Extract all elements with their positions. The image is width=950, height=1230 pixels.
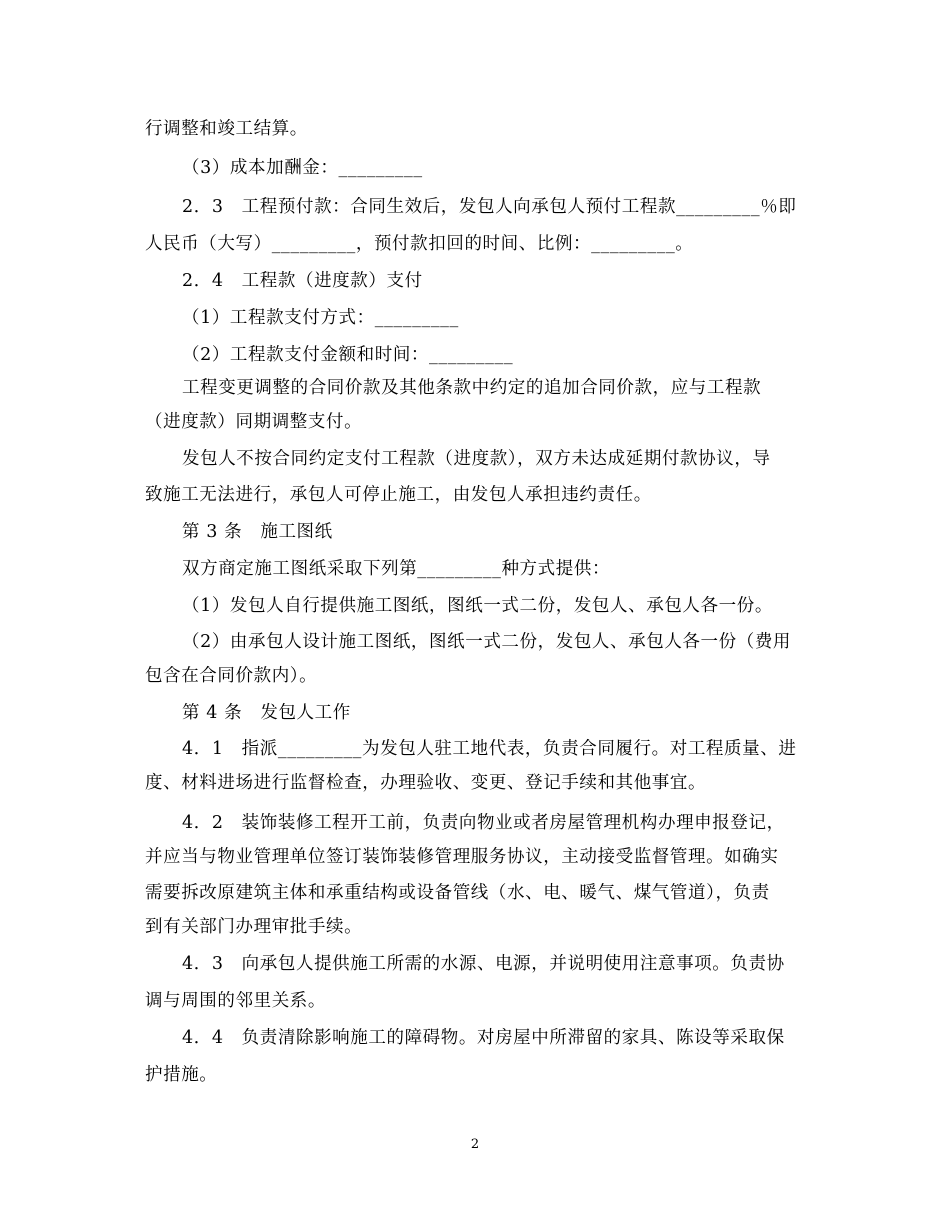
body-line: 到有关部门办理审批手续。 bbox=[145, 917, 363, 937]
body-line: 4．2 装饰装修工程开工前，负责向物业或者房屋管理机构办理申报登记， bbox=[182, 813, 785, 833]
body-line: 4．1 指派_________为发包人驻工地代表，负责合同履行。对工程质量、进 bbox=[182, 739, 797, 759]
body-line: 包含在合同价款内）。 bbox=[145, 666, 318, 686]
body-line: 行调整和竣工结算。 bbox=[145, 119, 308, 139]
body-line: （2）工程款支付金额和时间：_________ bbox=[182, 345, 514, 365]
body-line: 人民币（大写）_________，预付款扣回的时间、比例：_________。 bbox=[145, 234, 694, 254]
body-line: 2．3 工程预付款：合同生效后，发包人向承包人预付工程款_________％即 bbox=[182, 197, 797, 217]
body-line: 2．4 工程款（进度款）支付 bbox=[182, 271, 423, 291]
body-line: （2）由承包人设计施工图纸，图纸一式二份，发包人、承包人各一份（费用 bbox=[182, 632, 792, 652]
body-line: 度、材料进场进行监督检查，办理验收、变更、登记手续和其他事宜。 bbox=[145, 773, 707, 793]
body-line: 双方商定施工图纸采取下列第_________种方式提供： bbox=[182, 559, 611, 579]
body-line: （进度款）同期调整支付。 bbox=[145, 412, 363, 432]
body-line: 4．4 负责清除影响施工的障碍物。对房屋中所滞留的家具、陈设等采取保 bbox=[182, 1028, 785, 1048]
body-line: 工程变更调整的合同价款及其他条款中约定的追加合同价款，应与工程款 bbox=[182, 378, 762, 398]
body-line: （3）成本加酬金：_________ bbox=[182, 158, 423, 178]
body-line: 需要拆改原建筑主体和承重结构或设备管线（水、电、暖气、煤气管道），负责 bbox=[145, 883, 770, 903]
body-line: 4．3 向承包人提供施工所需的水源、电源，并说明使用注意事项。负责协 bbox=[182, 954, 785, 974]
body-line: 发包人不按合同约定支付工程款（进度款），双方未达成延期付款协议，导 bbox=[182, 449, 771, 469]
section-heading: 第 3 条 施工图纸 bbox=[182, 522, 333, 542]
body-line: （1）发包人自行提供施工图纸，图纸一式二份，发包人、承包人各一份。 bbox=[182, 596, 773, 616]
body-line: 并应当与物业管理单位签订装饰装修管理服务协议，主动接受监督管理。如确实 bbox=[145, 847, 779, 867]
body-line: 致施工无法进行，承包人可停止施工，由发包人承担违约责任。 bbox=[145, 485, 652, 505]
section-heading: 第 4 条 发包人工作 bbox=[182, 703, 351, 723]
body-line: （1）工程款支付方式：_________ bbox=[182, 308, 459, 328]
page-number: 2 bbox=[470, 1137, 480, 1152]
body-line: 调与周围的邻里关系。 bbox=[145, 991, 326, 1011]
body-line: 护措施。 bbox=[145, 1065, 218, 1085]
